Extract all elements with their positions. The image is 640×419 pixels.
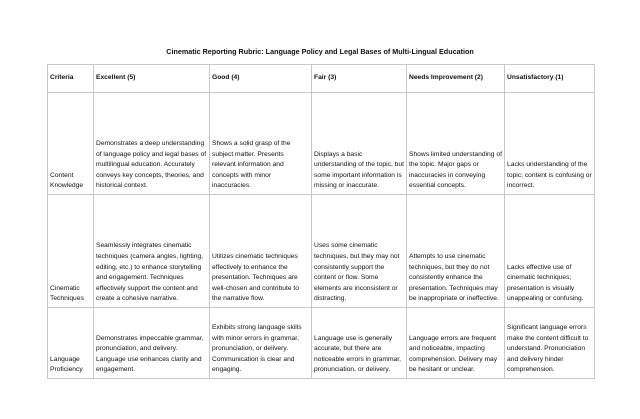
unsatisfactory-cell: Lacks understanding of the topic; content is confusing or incorrect. (505, 93, 595, 195)
table-header-row (48, 65, 595, 93)
criteria-cell: Content Knowledge (48, 93, 94, 195)
header-criteria: Criteria (48, 65, 94, 93)
header-excellent: Excellent (5) (94, 65, 210, 93)
table-row (48, 195, 595, 308)
good-cell: Utilizes cinematic techniques effectively to enhance the presentation. Techniques are well-chosen and contribute to the narrative flow. (210, 195, 312, 308)
page-title: Cinematic Reporting Rubric: Language Policy and Legal Bases of Multi-Lingual Education (166, 47, 474, 56)
header-good: Good (4) (210, 65, 312, 93)
fair-cell: Uses some cinematic techniques, but they may not consistently support the content or flow. Some elements are inconsistent or distracting. (312, 195, 407, 308)
needs-improvement-cell: Shows limited understanding of the topic. Major gaps or inaccuracies in conveying essential concepts. (407, 93, 505, 195)
needs-improvement-cell: Attempts to use cinematic techniques, but they do not consistently enhance the presentation. Techniques may be inappropriate or ineffective. (407, 195, 505, 308)
table-row (48, 308, 595, 379)
criteria-cell: Language Proficiency (48, 308, 94, 379)
good-cell: Exhibits strong language skills with minor errors in grammar, pronunciation, or delivery. Communication is clear and engaging. (210, 308, 312, 379)
unsatisfactory-cell: Significant language errors make the content difficult to understand. Pronunciation and delivery hinder comprehension. (505, 308, 595, 379)
header-fair: Fair (3) (312, 65, 407, 93)
rubric-table (47, 64, 595, 379)
table-row (48, 93, 595, 195)
good-cell: Shows a solid grasp of the subject matter. Presents relevant information and concepts with minor inaccuracies. (210, 93, 312, 195)
fair-cell: Language use is generally accurate, but there are noticeable errors in grammar, pronunciation, or delivery. (312, 308, 407, 379)
unsatisfactory-cell: Lacks effective use of cinematic techniques; presentation is visually unappealing or confusing. (505, 195, 595, 308)
header-needs-improvement: Needs Improvement (2) (407, 65, 505, 93)
excellent-cell: Seamlessly integrates cinematic techniques (camera angles, lighting, editing, etc.) to enhance storytelling and engagement. Techniques effectively support the content and create a cohesive narrative. (94, 195, 210, 308)
excellent-cell: Demonstrates impeccable grammar, pronunciation, and delivery. Language use enhances clarity and engagement. (94, 308, 210, 379)
excellent-cell: Demonstrates a deep understanding of language policy and legal bases of multilingual education. Accurately conveys key concepts, theories, and historical context. (94, 93, 210, 195)
criteria-cell: Cinematic Techniques (48, 195, 94, 308)
fair-cell: Displays a basic understanding of the topic, but some important information is missing or inaccurate. (312, 93, 407, 195)
needs-improvement-cell: Language errors are frequent and noticeable, impacting comprehension. Delivery may be hesitant or unclear. (407, 308, 505, 379)
header-unsatisfactory: Unsatisfactory (1) (505, 65, 595, 93)
